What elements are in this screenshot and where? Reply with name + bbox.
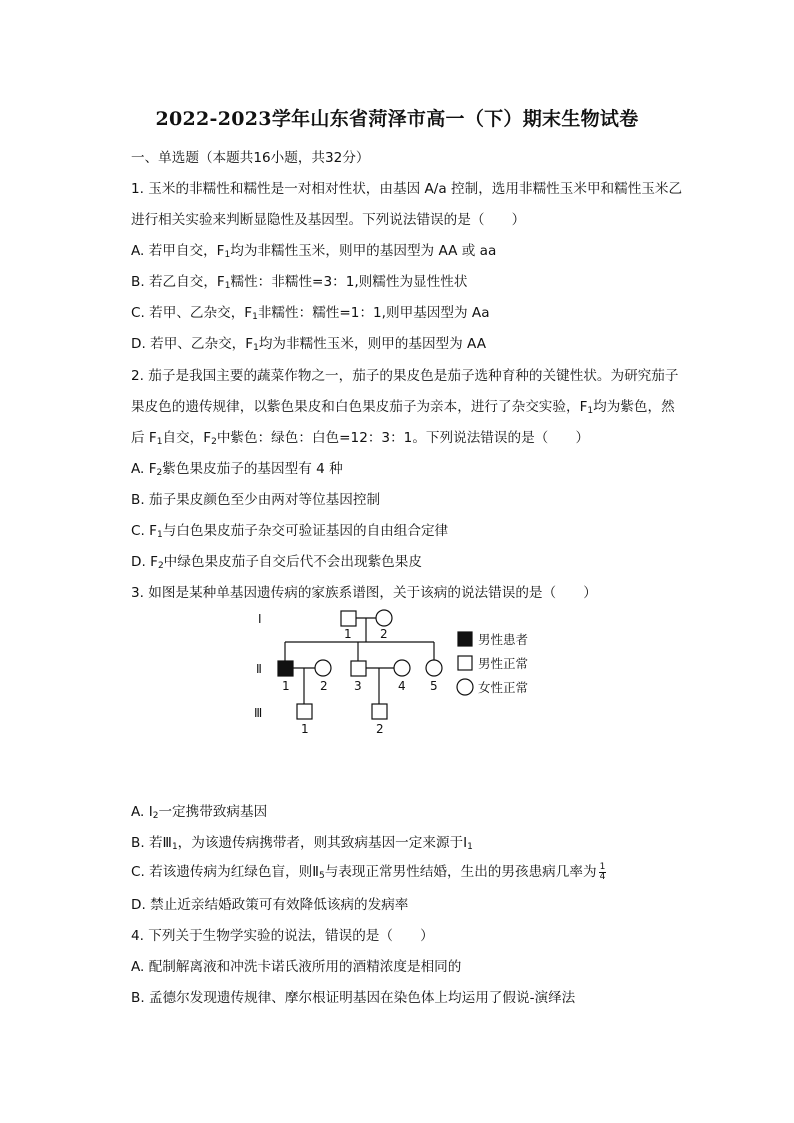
text: 均为非糯性玉米，则甲的基因型为 AA 或 aa: [230, 243, 497, 259]
subscript: 2: [157, 561, 164, 571]
q1-option-d: [131, 332, 691, 353]
legend-normal-male-symbol: [458, 656, 472, 670]
label-ii-2: 2: [320, 679, 328, 693]
text: D. 若甲、乙杂交，F: [131, 336, 254, 352]
label-i-2: 2: [380, 627, 388, 641]
text: A. 若甲自交，F: [131, 243, 225, 259]
text: 中紫色：绿色：白色=12：3：1。下列说法错误的是（ ）: [216, 430, 590, 446]
text: C. 若该遗传病为红绿色盲，则Ⅱ: [131, 864, 319, 880]
subscript: 2: [152, 811, 159, 821]
text: 均为非糯性玉米，则甲的基因型为 AA: [258, 336, 487, 352]
label-ii-4: 4: [398, 679, 406, 693]
text: ，为该遗传病携带者，则其致病基因一定来源于Ⅰ: [177, 835, 468, 851]
text: B. 若Ⅲ: [131, 835, 172, 851]
subscript: 1: [224, 281, 231, 291]
q2-stem-line3: [131, 426, 691, 447]
q4-option-a: A. 配制解离液和冲洗卡诺氏液所用的酒精浓度是相同的: [131, 959, 462, 975]
q2-option-a: [131, 457, 691, 478]
label-ii-3: 3: [354, 679, 362, 693]
text: 紫色果皮茄子的基因型有 4 种: [162, 461, 343, 477]
page-title: 2022-2023学年山东省菏泽市高一（下）期末生物试卷: [155, 108, 639, 130]
generation-label-iii: Ⅲ: [254, 706, 263, 720]
q2-option-c: [131, 519, 691, 540]
q1-stem-line1: 1. 玉米的非糯性和糯性是一对相对性状，由基因 A/a 控制，选用非糯性玉米甲和糯性玉米乙: [131, 181, 683, 197]
iii-1-male-normal: [297, 704, 312, 719]
subscript: 1: [587, 406, 594, 416]
legend-normal-female-symbol: [457, 679, 473, 695]
q3-option-b: [131, 831, 691, 852]
text: B. 若乙自交，F: [131, 274, 225, 290]
q2-stem-line2: [131, 395, 691, 416]
subscript: 1: [156, 437, 163, 447]
label-iii-2: 2: [376, 722, 384, 736]
q1-option-b: [131, 270, 691, 291]
text: D. F: [131, 554, 158, 570]
subscript: 2: [156, 468, 163, 478]
legend-normal-female-label: 女性正常: [478, 680, 529, 695]
q1-option-c: [131, 301, 691, 322]
q2-stem-line1: 2. 茄子是我国主要的蔬菜作物之一，茄子的果皮色是茄子选种育种的关键性状。为研究茄子: [131, 368, 679, 384]
q2-option-b: B. 茄子果皮颜色至少由两对等位基因控制: [131, 492, 381, 508]
generation-label-ii: Ⅱ: [256, 662, 262, 676]
legend-affected-male-symbol: [458, 632, 472, 646]
text: 后 F: [131, 430, 157, 446]
text: A. Ⅰ: [131, 804, 153, 820]
q4-option-b: B. 孟德尔发现遗传规律、摩尔根证明基因在染色体上均运用了假说-演绎法: [131, 990, 576, 1006]
subscript: 1: [253, 343, 259, 353]
text: A. F: [131, 461, 157, 477]
label-ii-5: 5: [430, 679, 438, 693]
text: 与表现正常男性结婚，生出的男孩患病几率为: [324, 864, 597, 880]
text: C. F: [131, 523, 157, 539]
ii-3-male-normal: [351, 661, 366, 676]
generation-label-i: Ⅰ: [258, 612, 262, 626]
text: C. 若甲、乙杂交，F: [131, 305, 253, 321]
text: 糯性：非糯性=3：1,则糯性为显性性状: [230, 274, 468, 290]
subscript: 1: [467, 842, 473, 852]
subscript: 1: [224, 250, 231, 260]
text: 自交，F: [162, 430, 212, 446]
text: 非糯性：糯性=1：1,则甲基因型为 Aa: [257, 305, 490, 321]
subscript: 1: [252, 312, 258, 322]
text: 均为紫色，然: [593, 399, 675, 415]
label-i-1: 1: [344, 627, 352, 641]
ii-1-male-affected: [278, 661, 293, 676]
pedigree-diagram: [250, 600, 550, 740]
text: 果皮色的遗传规律，以紫色果皮和白色果皮茄子为亲本，进行了杂交实验，F: [131, 399, 588, 415]
subscript: 5: [318, 871, 325, 881]
label-iii-1: 1: [301, 722, 309, 736]
q4-stem: 4. 下列关于生物学实验的说法，错误的是（ ）: [131, 928, 434, 944]
q1-option-a: [131, 239, 691, 260]
fraction-denominator: 4: [599, 871, 606, 882]
ii-2-female-normal: [315, 660, 331, 676]
text: 一定携带致病基因: [158, 804, 268, 820]
q3-option-a: [131, 800, 691, 821]
legend-affected-male-label: 男性患者: [478, 632, 529, 647]
section-heading: 一、单选题（本题共16小题，共32分）: [131, 150, 370, 166]
q3-option-d: D. 禁止近亲结婚政策可有效降低该病的发病率: [131, 897, 409, 913]
legend-normal-male-label: 男性正常: [478, 656, 529, 671]
ii-5-female-normal: [426, 660, 442, 676]
ii-4-female-normal: [394, 660, 410, 676]
i-2-female-normal: [376, 610, 392, 626]
subscript: 2: [211, 437, 217, 447]
text: 中绿色果皮茄子自交后代不会出现紫色果皮: [163, 554, 422, 570]
q2-option-d: [131, 550, 691, 571]
q3-stem: 3. 如图是某种单基因遗传病的家族系谱图，关于该病的说法错误的是（ ）: [131, 585, 597, 601]
text: 与白色果皮茄子杂交可验证基因的自由组合定律: [162, 523, 449, 539]
iii-2-male-normal: [372, 704, 387, 719]
subscript: 1: [171, 842, 178, 852]
q3-option-c: [131, 860, 691, 882]
fraction-one-quarter: [599, 863, 607, 882]
q1-stem-line2: 进行相关实验来判断显隐性及基因型。下列说法错误的是（ ）: [131, 212, 526, 228]
i-1-male-normal: [341, 611, 356, 626]
fraction-numerator: 1: [599, 861, 606, 872]
label-ii-1: 1: [282, 679, 290, 693]
subscript: 1: [156, 530, 163, 540]
